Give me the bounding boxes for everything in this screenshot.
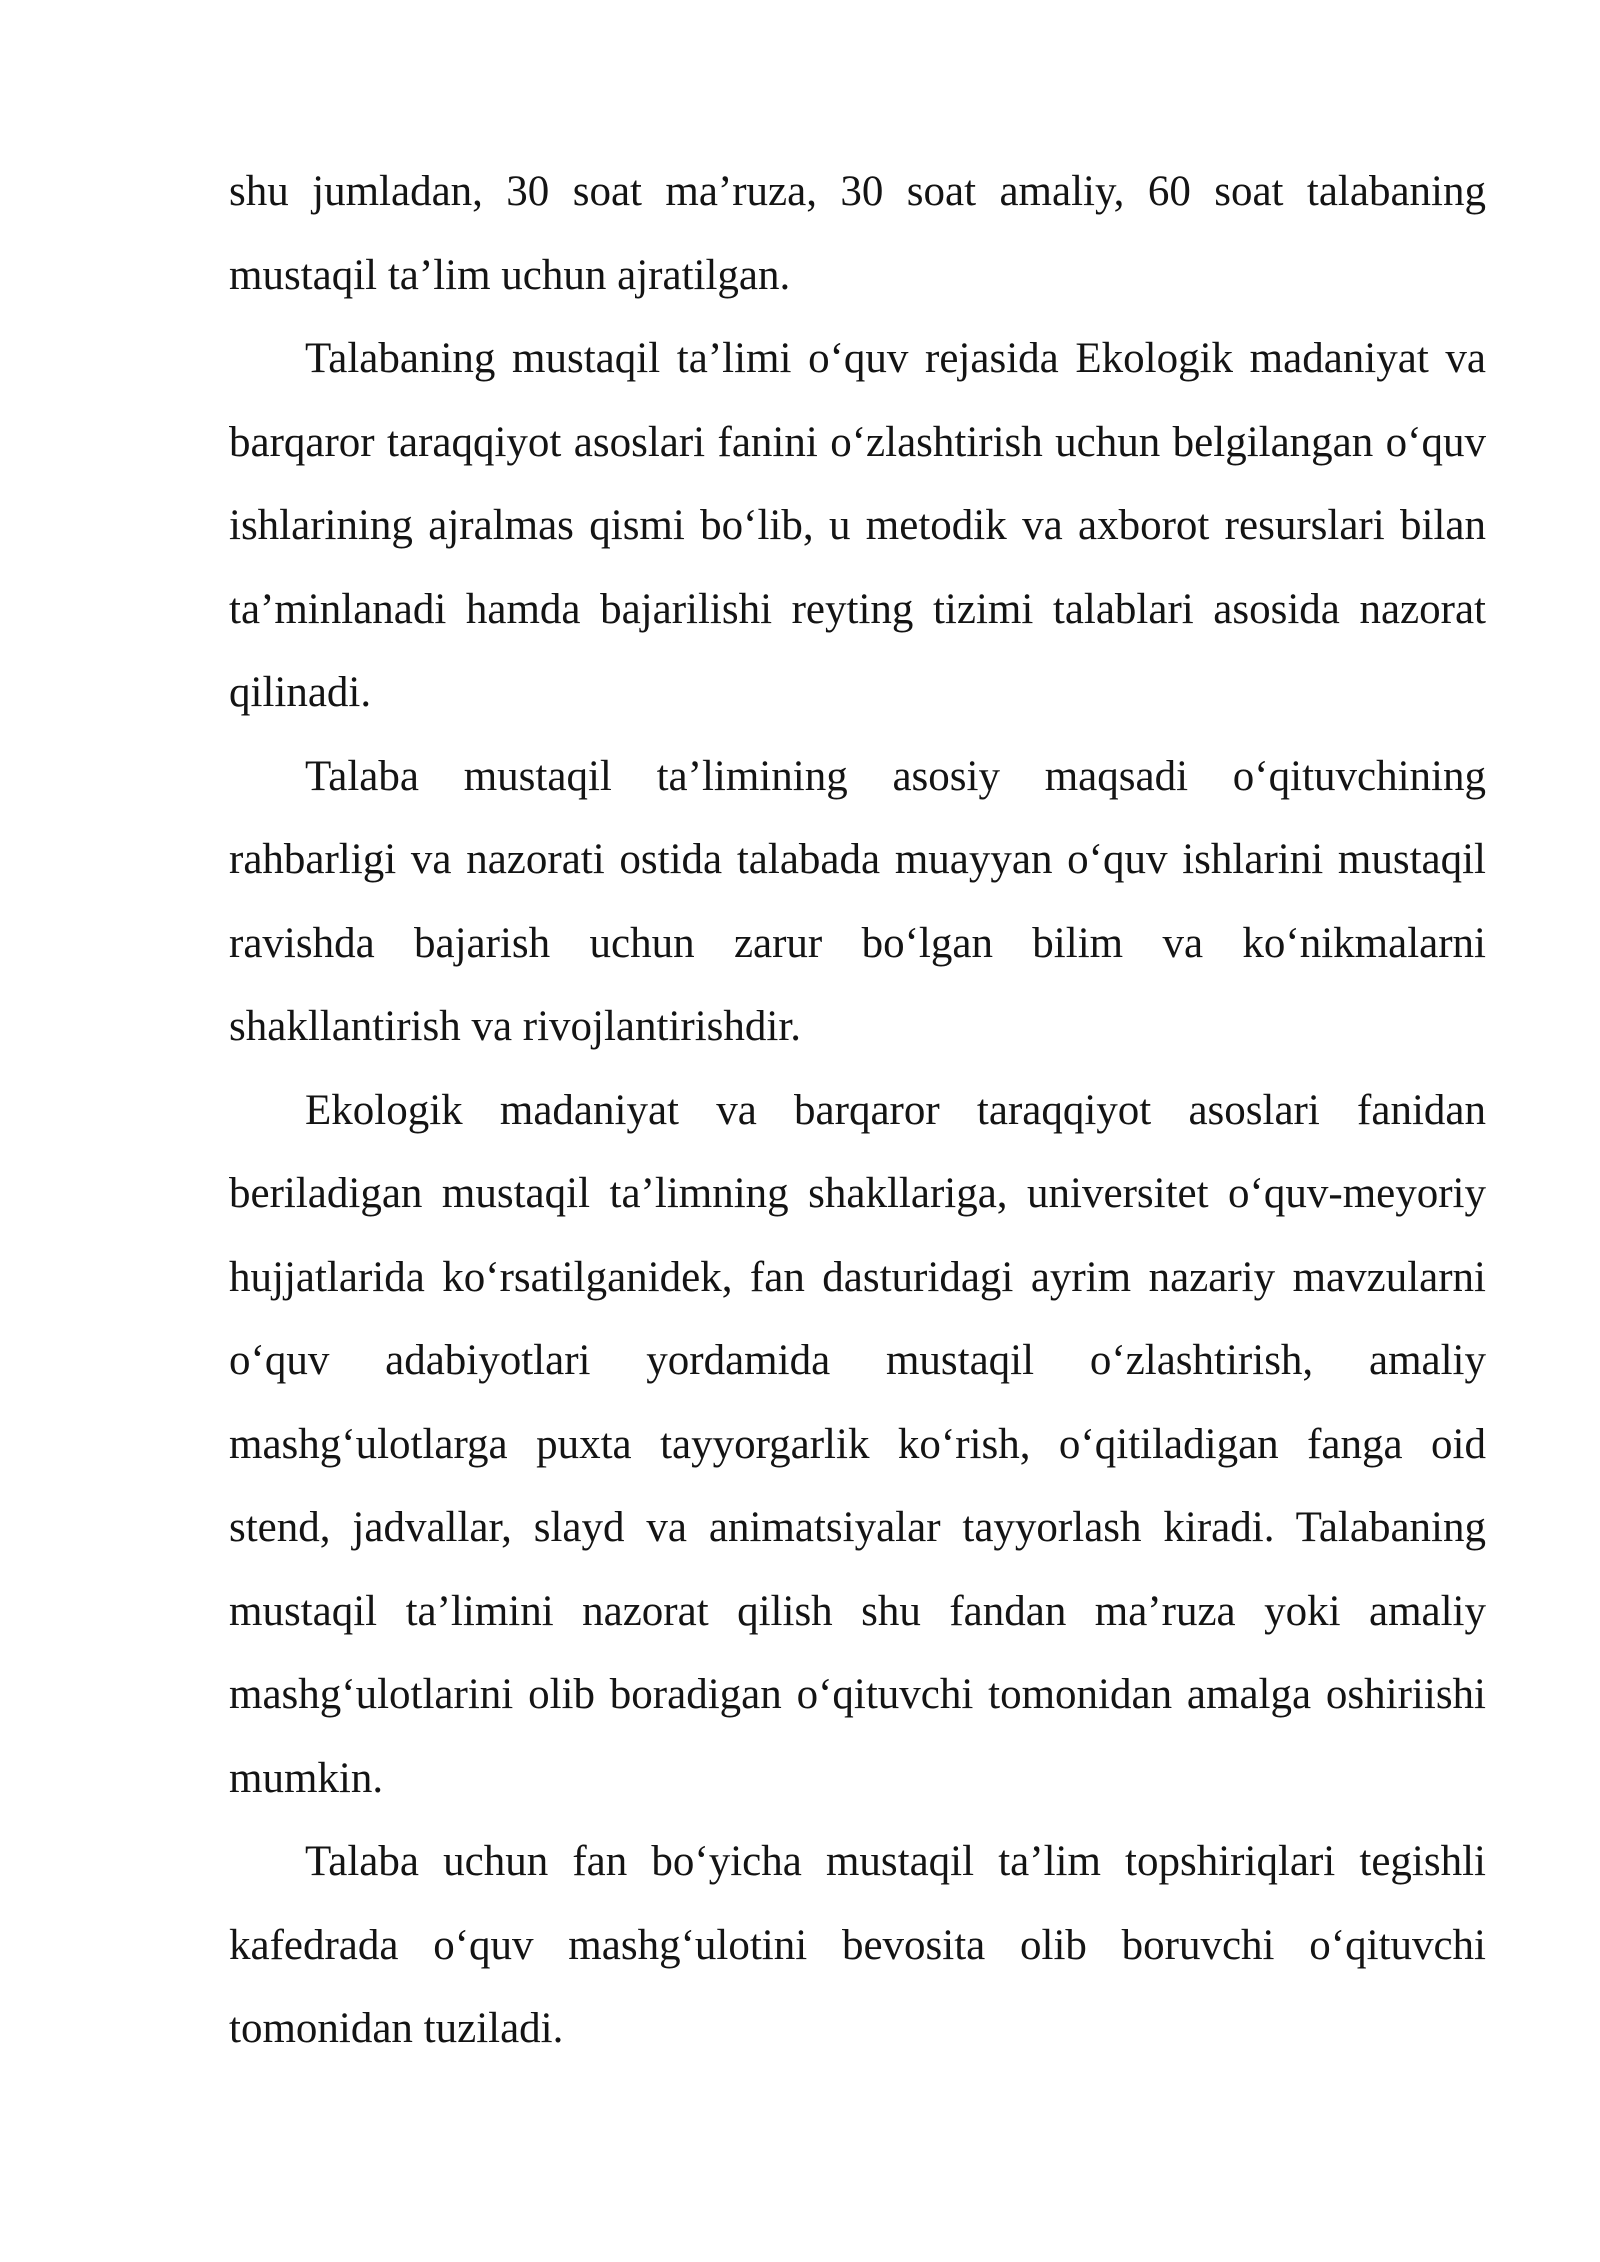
paragraph-5: Talaba uchun fan bo‘yicha mustaqil ta’lim topshiriqlari tegishli kafedrada o‘quv mashg‘ulotini bevosita olib boruvchi o‘qituvchi tomonidan tuziladi.	[229, 1838, 1486, 2052]
paragraph-4: Ekologik madaniyat va barqaror taraqqiyot asoslari fanidan beriladigan mustaqil ta’limning shakllariga, universitet o‘quv-meyoriy hujjatlarida ko‘rsatilganidek, fan dasturidagi ayrim nazariy mavzularni o‘quv adabiyotlari yordamida mustaqil o‘zlashtirish, amaliy mashg‘ulotlarga puxta tayyorgarlik ko‘rish, o‘qitiladigan fanga oid stend, jadvallar, slayd va animatsiyalar tayyorlash kiradi. Talabaning mustaqil ta’limini nazorat qilish shu fandan ma’ruza yoki amaliy mashg‘ulotlarini olib boradigan o‘qituvchi tomonidan amalga oshiriishi mumkin.	[229, 1086, 1486, 1802]
paragraph-3: Talaba mustaqil ta’limining asosiy maqsadi o‘qituvchining rahbarligi va nazorati ostida talabada muayyan o‘quv ishlarini mustaqil ravishda bajarish uchun zarur bo‘lgan bilim va ko‘nikmalarni shakllantirish va rivojlantirishdir.	[229, 752, 1486, 1050]
paragraph-2: Talabaning mustaqil ta’limi o‘quv rejasida Ekologik madaniyat va barqaror taraqqiyot asoslari fanini o‘zlashtirish uchun belgilangan o‘quv ishlarining ajralmas qismi bo‘lib, u metodik va axborot resurslari bilan ta’minlanadi hamda bajarilishi reyting tizimi talablari asosida nazorat qilinadi.	[229, 335, 1486, 716]
paragraph-1: shu jumladan, 30 soat ma’ruza, 30 soat amaliy, 60 soat talabaning mustaqil ta’lim uchun ajratilgan.	[229, 168, 1486, 299]
body-text	[229, 150, 1486, 2071]
